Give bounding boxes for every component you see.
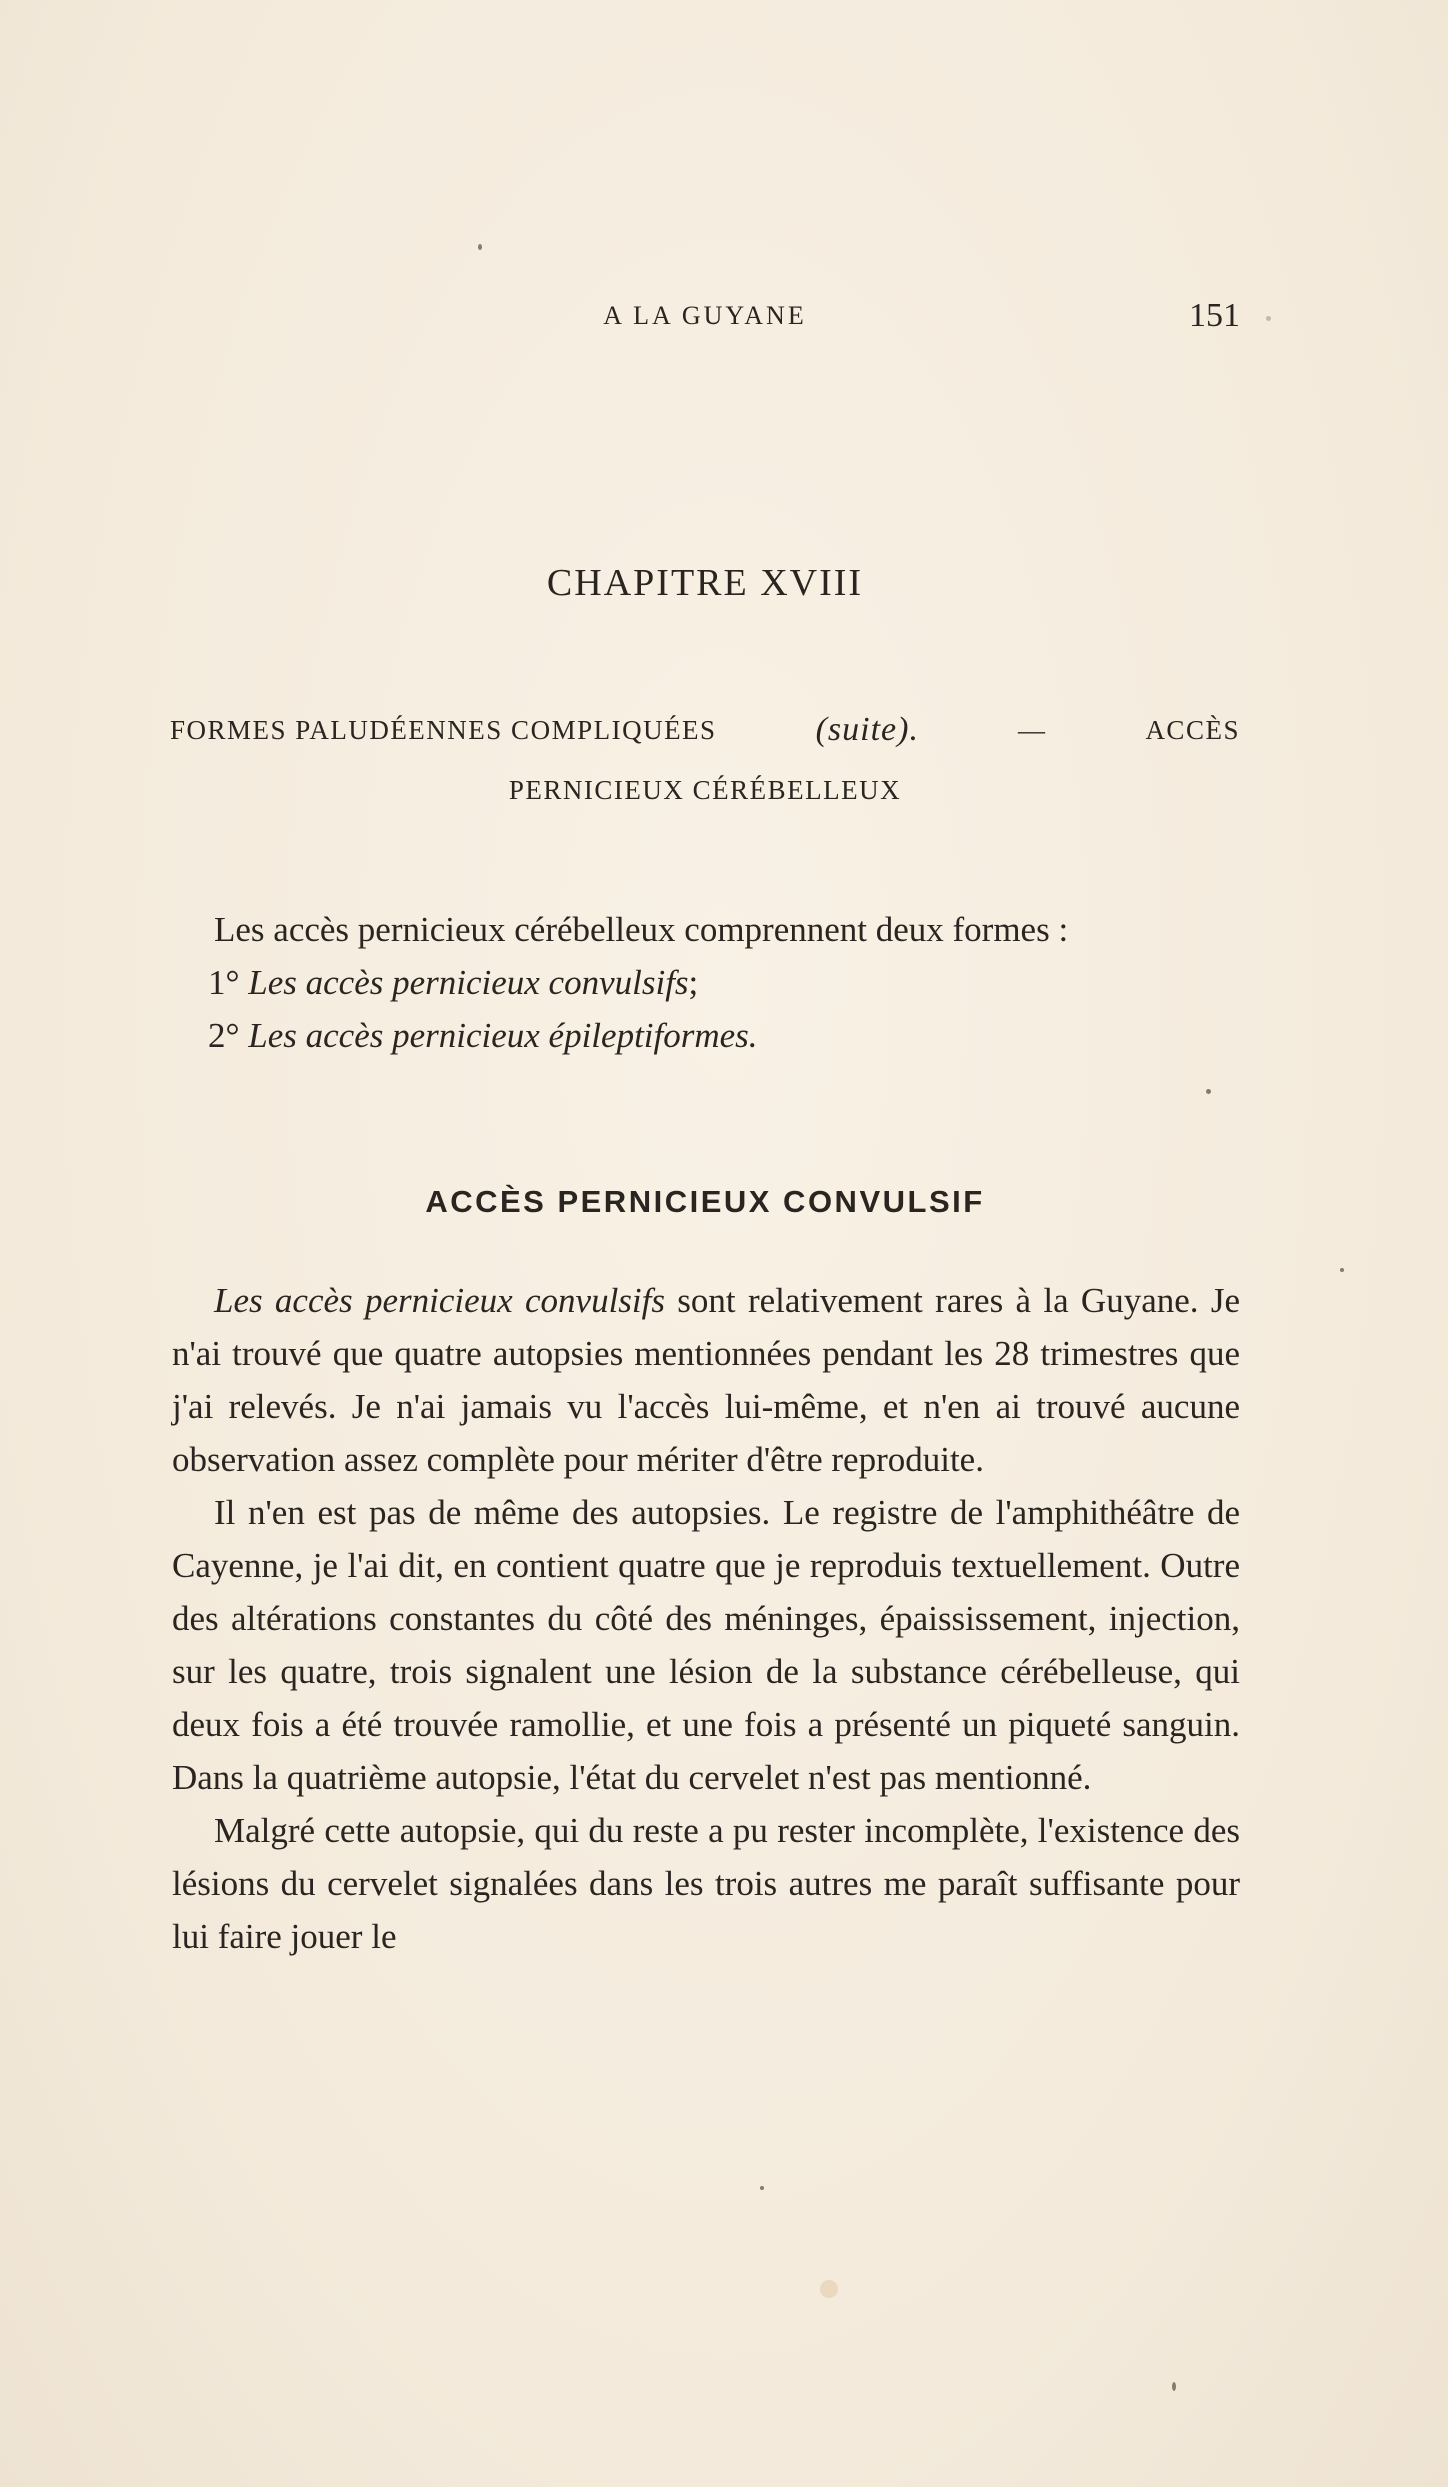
paper-speck xyxy=(1340,1268,1344,1272)
list-item-1-punct: ; xyxy=(688,963,699,1002)
paragraph-1-rest: sont relativement rares à la Guyane. Je n'ai trouvé que quatre autopsies mentionnées pendant les 28 trimestres que j'ai relevés. Je n'ai jamais vu l'accès lui-même, et n'en ai trouvé aucune observation assez complète pour mériter d'être reproduite. xyxy=(172,1281,1240,1479)
intro-block xyxy=(172,903,1240,1062)
paragraph-3: Malgré cette autopsie, qui du reste a pu rester incomplète, l'existence des lésions du cervelet signalées dans les trois autres me paraît suffisante pour lui faire jouer le xyxy=(172,1811,1240,1956)
subtitle-part-1: FORMES PALUDÉENNES COMPLIQUÉES xyxy=(170,715,717,745)
paragraph-1 xyxy=(172,1274,1240,1486)
section-heading: ACCÈS PERNICIEUX CONVULSIF xyxy=(425,1184,985,1219)
page-number: 151 xyxy=(1189,297,1240,334)
paper-speck xyxy=(820,2280,838,2298)
subtitle-part-2: ACCÈS xyxy=(1145,715,1240,745)
paper-speck xyxy=(478,244,482,250)
subtitle-italic: (suite). xyxy=(815,711,919,748)
chapter-subtitle xyxy=(170,700,1240,820)
paper-speck xyxy=(1172,2382,1176,2391)
running-title: A LA GUYANE xyxy=(603,301,807,330)
intro-paragraph: Les accès pernicieux cérébelleux comprennent deux formes : xyxy=(214,910,1069,949)
running-head xyxy=(170,296,1240,336)
main-text xyxy=(172,1274,1240,1963)
paper-speck xyxy=(760,2186,764,2190)
paper-speck xyxy=(1206,1089,1211,1094)
subtitle-line-1 xyxy=(170,700,1240,760)
list-item-1-text: Les accès pernicieux convulsifs xyxy=(248,963,689,1002)
paper-speck xyxy=(1266,316,1271,321)
list-item-1-number: 1° xyxy=(208,963,240,1002)
list-item-2 xyxy=(172,1009,1240,1062)
list-item-2-text: Les accès pernicieux épileptiformes. xyxy=(248,1016,758,1055)
list-item-1 xyxy=(172,956,1240,1009)
subtitle-dash: — xyxy=(1017,715,1047,745)
chapter-title: CHAPITRE XVIII xyxy=(546,562,864,604)
subtitle-line-2: PERNICIEUX CÉRÉBELLEUX xyxy=(508,775,902,805)
paragraph-1-italic: Les accès pernicieux convulsifs xyxy=(214,1281,665,1320)
list-item-2-number: 2° xyxy=(208,1016,240,1055)
paragraph-2: Il n'en est pas de même des autopsies. Le registre de l'amphithéâtre de Cayenne, je l'ai dit, en contient quatre que je reproduis textuellement. Outre des altérations constantes du côté des méninges, épaississement, injection, sur les quatre, trois signalent une lésion de la substance cérébelleuse, qui deux fois a été trouvée ramollie, et une fois a présenté un piqueté sanguin. Dans la quatrième autopsie, l'état du cervelet n'est pas mentionné. xyxy=(172,1493,1240,1797)
